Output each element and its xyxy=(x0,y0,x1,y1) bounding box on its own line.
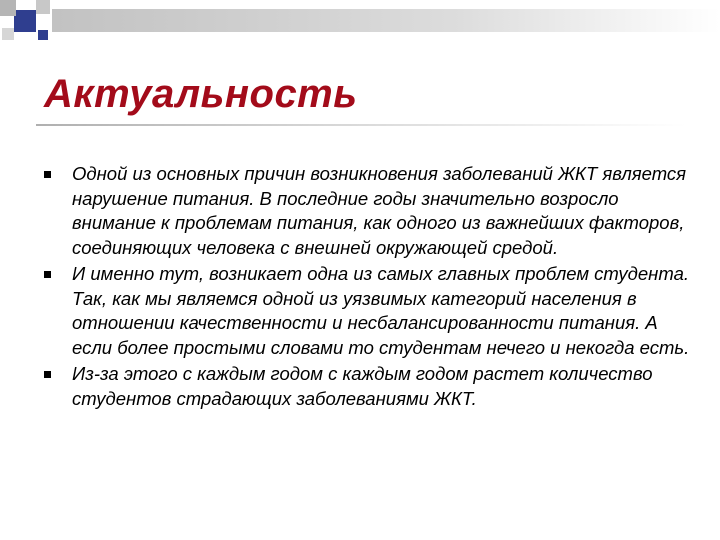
bullet-text-3: Из-за этого с каждым годом с каждым годом растет количество студентов страдающих заболеваниями ЖКТ. xyxy=(72,363,653,409)
bullet-text-1: Одной из основных причин возникновения заболеваний ЖКТ является нарушение питания. В последние годы значительно возросло внимание к проблемам питания, как одного из важнейших факторов, соединяющих человека с внешней окружающей средой. xyxy=(72,163,687,258)
square-bullet-icon xyxy=(44,171,51,178)
corner-square-gray xyxy=(0,0,16,16)
slide-title: Актуальность xyxy=(44,72,358,116)
bullet-text-2: И именно тут, возникает одна из самых главных проблем студента. Так, как мы являемся одной из уязвимых категорий населения в отношении качественности и несбалансированности питания. А если более простыми словами то студентам нечего и некогда есть. xyxy=(72,263,690,358)
square-bullet-icon xyxy=(44,271,51,278)
title-divider xyxy=(36,124,686,126)
square-bullet-icon xyxy=(44,371,51,378)
bullet-item-2 xyxy=(40,262,690,360)
corner-square-blue-small xyxy=(38,30,48,40)
corner-square-blue-large xyxy=(14,10,36,32)
corner-decoration xyxy=(0,0,720,60)
bullet-list xyxy=(40,162,690,413)
corner-square-light xyxy=(2,28,14,40)
header-band xyxy=(52,9,720,32)
corner-square-gray-right xyxy=(36,0,50,14)
bullet-item-1 xyxy=(40,162,690,260)
bullet-item-3 xyxy=(40,362,690,411)
